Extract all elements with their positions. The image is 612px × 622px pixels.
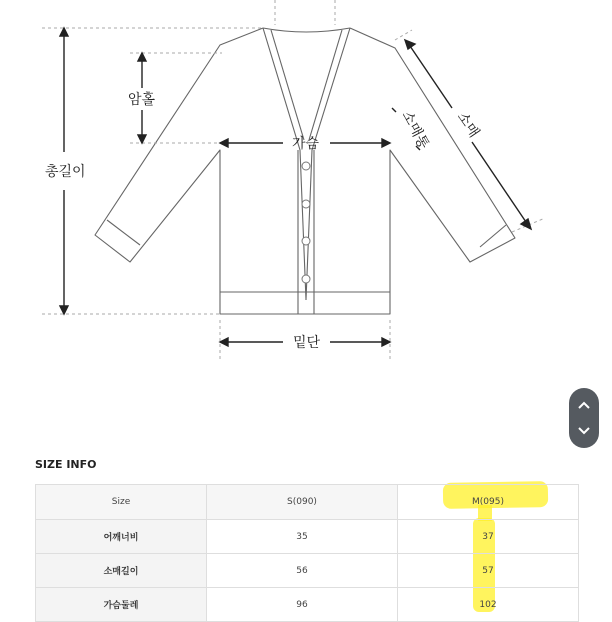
row-label: 소매길이 <box>36 554 207 588</box>
chevron-down-icon <box>577 426 591 436</box>
size-info-table <box>35 484 579 622</box>
row-label: 가슴둘레 <box>36 588 207 622</box>
label-armhole: 암홀 <box>128 92 156 108</box>
label-chest: 가슴 <box>292 136 320 152</box>
cell-m: 37 <box>398 520 579 554</box>
scroll-control <box>569 388 599 448</box>
cell-s: 96 <box>207 588 398 622</box>
cardigan-outline <box>95 28 515 314</box>
header-size-m: M(095) <box>398 485 579 520</box>
label-sleeve-width: 소매통 <box>398 108 432 152</box>
cell-s: 35 <box>207 520 398 554</box>
cell-m: 102 <box>398 588 579 622</box>
label-sleeve: 소매 <box>453 109 483 141</box>
table-row <box>36 520 579 554</box>
row-label: 어깨너비 <box>36 520 207 554</box>
dimension-arrows <box>60 28 531 346</box>
header-size-s: S(090) <box>207 485 398 520</box>
scroll-down-button[interactable] <box>569 416 599 446</box>
table-header-row <box>36 485 579 520</box>
label-hem: 밑단 <box>293 335 321 351</box>
table-row <box>36 588 579 622</box>
cell-s: 56 <box>207 554 398 588</box>
size-info-title: SIZE INFO <box>35 458 97 471</box>
guide-lines <box>42 0 545 360</box>
label-total-length: 총길이 <box>45 164 86 180</box>
table-row <box>36 554 579 588</box>
cell-m: 57 <box>398 554 579 588</box>
chevron-up-icon <box>577 400 591 410</box>
header-size: Size <box>36 485 207 520</box>
